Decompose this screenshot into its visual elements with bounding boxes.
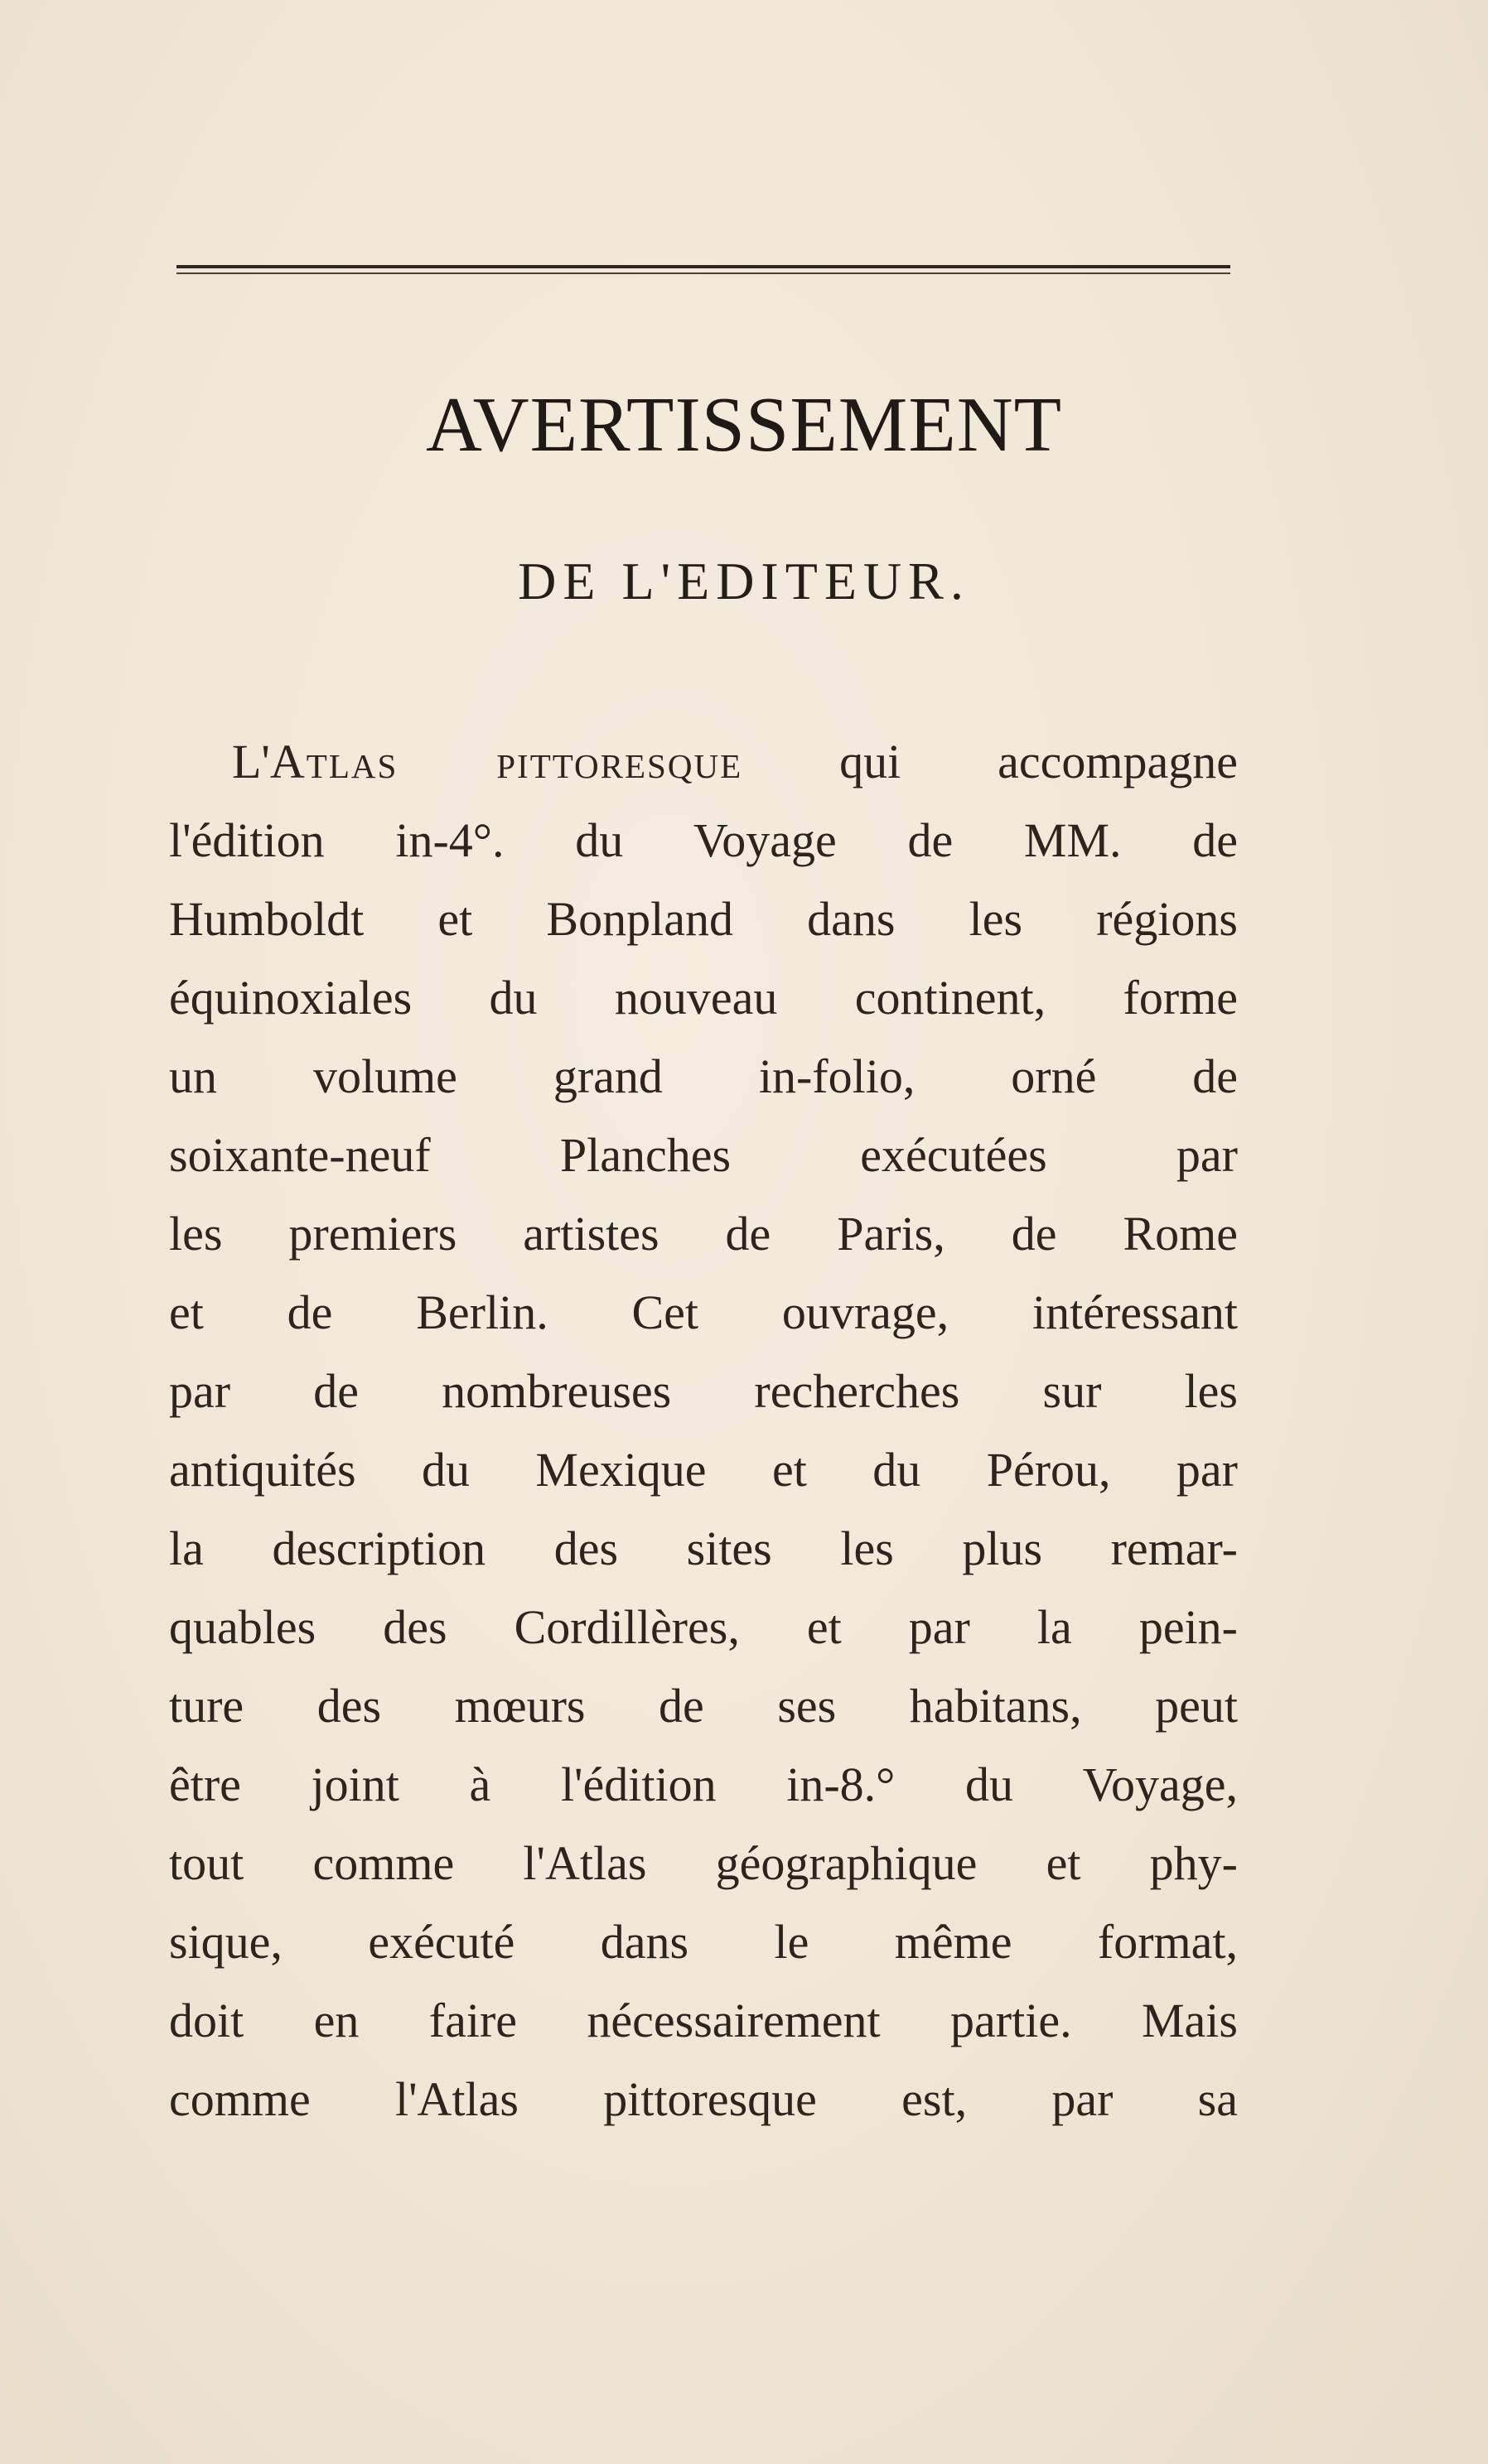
text-line-13: ture des mœurs de ses habitans, peut — [169, 1679, 1238, 1733]
text-line-6: soixante-neuf Planches exécutées par — [169, 1128, 1238, 1182]
text-line-5: un volume grand in-folio, orné de — [169, 1049, 1238, 1103]
rule-thin-line — [176, 272, 1230, 274]
lead-smallcaps: Atlas pittoresque — [269, 735, 743, 788]
double-rule-divider — [176, 265, 1230, 277]
text-line-14: être joint à l'édition in-8.° du Voyage, — [169, 1758, 1238, 1811]
text-line-1 — [169, 722, 1238, 801]
body-paragraph — [169, 722, 1238, 2139]
text-line-17: doit en faire nécessairement partie. Mais — [169, 1994, 1238, 2047]
text-line-18: comme l'Atlas pittoresque est, par sa — [169, 2072, 1238, 2126]
lead-initial: L' — [232, 735, 270, 788]
text-line-2: l'édition in-4°. du Voyage de MM. de — [169, 813, 1238, 867]
text-line-12: quables des Cordillères, et par la pein- — [169, 1600, 1238, 1654]
page-subtitle: DE L'EDITEUR. — [518, 552, 970, 610]
rule-thick-line — [176, 265, 1230, 268]
text-line-8: et de Berlin. Cet ouvrage, intéressant — [169, 1285, 1238, 1339]
lead-rest: qui accompagne — [742, 735, 1238, 788]
text-line-11: la description des sites les plus remar- — [169, 1521, 1238, 1575]
text-line-15: tout comme l'Atlas géographique et phy- — [169, 1836, 1238, 1890]
text-line-4: équinoxiales du nouveau continent, forme — [169, 971, 1238, 1025]
text-line-10: antiquités du Mexique et du Pérou, par — [169, 1443, 1238, 1497]
text-line-7: les premiers artistes de Paris, de Rome — [169, 1207, 1238, 1261]
page-title: AVERTISSEMENT — [425, 382, 1063, 468]
text-line-9: par de nombreuses recherches sur les — [169, 1364, 1238, 1418]
text-line-16: sique, exécuté dans le même format, — [169, 1915, 1238, 1969]
text-line-3: Humboldt et Bonpland dans les régions — [169, 892, 1238, 946]
